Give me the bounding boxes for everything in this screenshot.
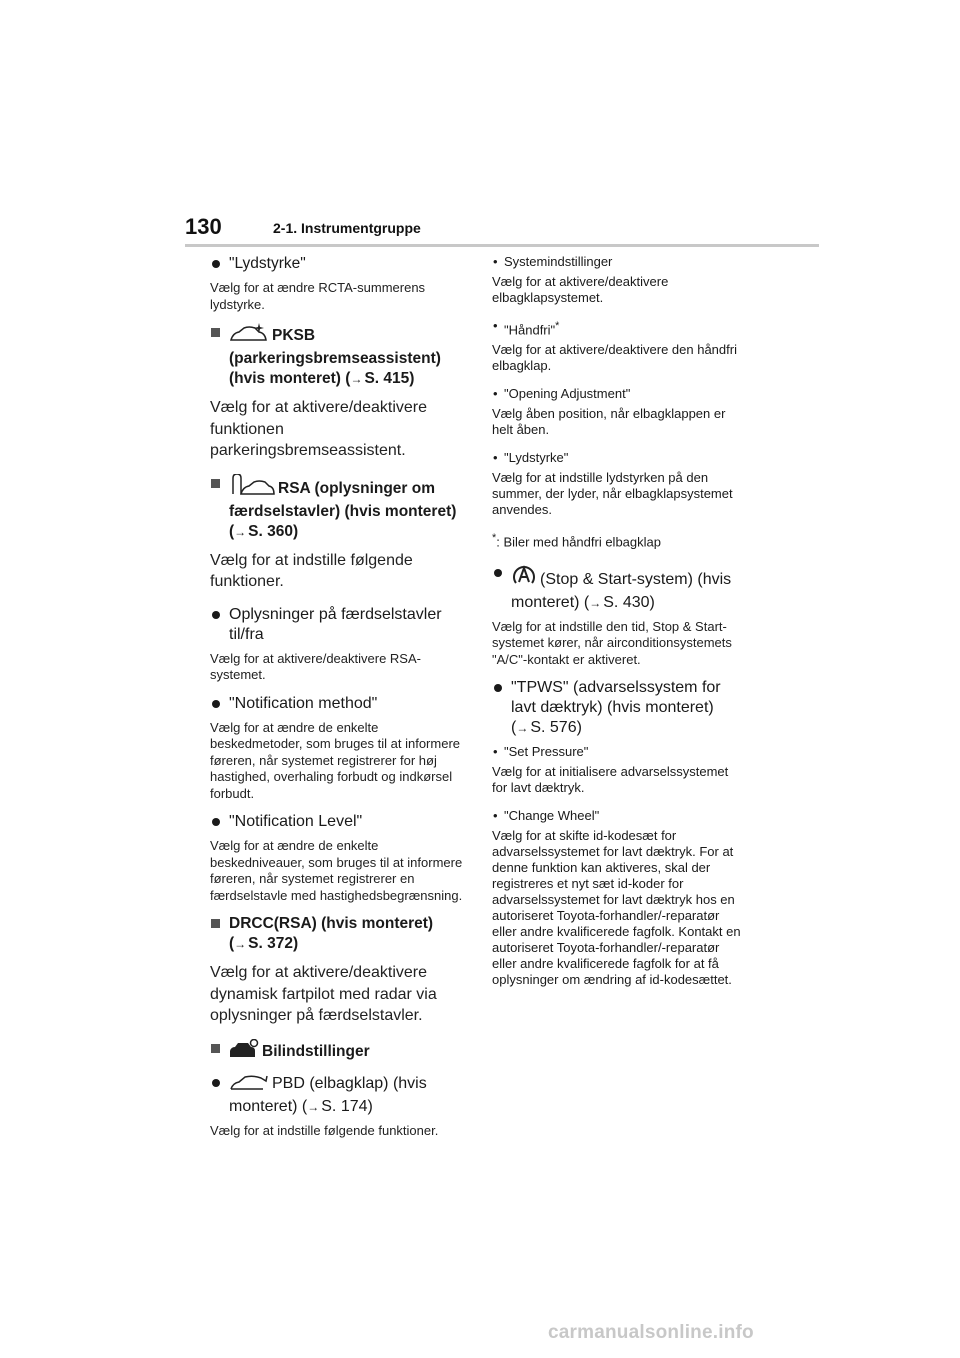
bullet-stop-start: (Stop & Start-system) (hvis monteret) (→ S. 430) (492, 563, 747, 613)
watermark: carmanualsonline.info (548, 1322, 754, 1343)
sub-set-pressure-desc: Vælg for at initialisere advarselssystemet for lavt dæktryk. (492, 764, 729, 796)
page-number: 130 (185, 214, 222, 239)
bullet-rsa-toggle-desc: Vælg for at aktivere/deaktivere RSA-systemet. (210, 650, 421, 682)
bullet-pbd: PBD (elbagklap) (hvis monteret) (→ S. 174) (210, 1073, 465, 1117)
bullet-lydstyrke: "Lydstyrke" (210, 254, 465, 274)
bullet-tpws: "TPWS" (advarselssystem for lavt dæktryk) (hvis monteret) (→ S. 576) (492, 678, 747, 738)
right-column (492, 254, 747, 1000)
bullet-notification-level: "Notification Level" (210, 812, 465, 832)
pksb-car-icon (229, 323, 269, 349)
bullet-notification-method-desc: Vælg for at ændre de enkelte beskedmetoder, som bruges til at informere føreren, når systemet registrerer for høj hastighed, overhaling forbudt og indkørsel forbudt. (210, 719, 461, 801)
sub-change-wheel-desc: Vælg for at skifte id-kodesæt for advarselssystemet for lavt dæktryk. For at denne funktion kan aktiveres, skal der registreres et nyt sæt id-koder for advarselssystemet for lavt dæktryk hos en autoriseret Toyota-forhandler/-reparatør eller andre kvalificerede fagfolk. Kontakt en autoriseret Toyota-forhandler/-reparatør eller andre kvalificerede fagfolk for at få oplysninger om ændring af id-kodesættet. (492, 828, 741, 988)
sub-opening-adjustment: • "Opening Adjustment" (492, 386, 747, 402)
sub-lydstyrke-desc: Vælg for at indstille lydstyrken på den summer, der lyder, når elbagklapsystemet anvendes. (492, 470, 733, 518)
sub-set-pressure: • "Set Pressure" (492, 744, 747, 760)
sub-systemindstillinger-desc: Vælg for at aktivere/deaktivere elbagklapsystemet. (492, 274, 669, 305)
sub-change-wheel: • "Change Wheel" (492, 808, 747, 824)
heading-drcc: DRCC(RSA) (hvis monteret) (→ S. 372) (210, 914, 465, 954)
heading-bilindstillinger: Bilindstillinger (210, 1039, 465, 1065)
rsa-sign-icon (229, 474, 275, 502)
tailgate-icon (229, 1073, 269, 1097)
bullet-notification-level-desc: Vælg for at ændre de enkelte beskedniveauer, som bruges til at informere føreren, når systemet registrerer en færdselstavle med hastighedsbegrænsning. (210, 838, 463, 903)
auto-stop-start-icon (511, 563, 537, 593)
section-title: 2-1. Instrumentgruppe (273, 220, 421, 236)
sub-systemindstillinger: • Systemindstillinger (492, 254, 747, 270)
left-column (210, 254, 465, 1149)
bullet-notification-method: "Notification method" (210, 694, 465, 714)
sub-handfri: • "Håndfri"* (492, 318, 747, 338)
footnote: *: Biler med håndfri elbagklap (492, 532, 661, 550)
car-settings-icon (229, 1039, 259, 1065)
sub-opening-adjustment-desc: Vælg åben position, når elbagklappen er helt åben. (492, 406, 726, 438)
heading-pksb: PKSB (parkeringsbremseassistent) (hvis monteret) (→ S. 415) (210, 323, 465, 389)
bullet-rsa-toggle: Oplysninger på færdselstavler til/fra (210, 605, 465, 645)
pksb-body: Vælg for at aktivere/deaktivere funktionen parkeringsbremseassistent. (210, 399, 427, 459)
bullet-lydstyrke-desc: Vælg for at ændre RCTA-summerens lydstyrke. (210, 280, 426, 312)
heading-rsa: RSA (oplysninger om færdselstavler) (hvis monteret) (→ S. 360) (210, 474, 465, 542)
bullet-stop-start-desc: Vælg for at indstille den tid, Stop & Start-systemet kører, når airconditionsystemets "A/C"-kontakt er aktiveret. (492, 618, 732, 667)
drcc-body: Vælg for at aktivere/deaktivere dynamisk fartpilot med radar via oplysninger på færdselstavler. (210, 964, 437, 1024)
header-divider (185, 244, 819, 247)
page-header (185, 214, 819, 248)
rsa-body: Vælg for at indstille følgende funktioner. (210, 551, 413, 590)
sub-handfri-desc: Vælg for at aktivere/deaktivere den håndfri elbagklap. (492, 342, 737, 374)
bullet-pbd-desc: Vælg for at indstille følgende funktioner. (210, 1122, 439, 1138)
sub-lydstyrke: • "Lydstyrke" (492, 450, 747, 466)
